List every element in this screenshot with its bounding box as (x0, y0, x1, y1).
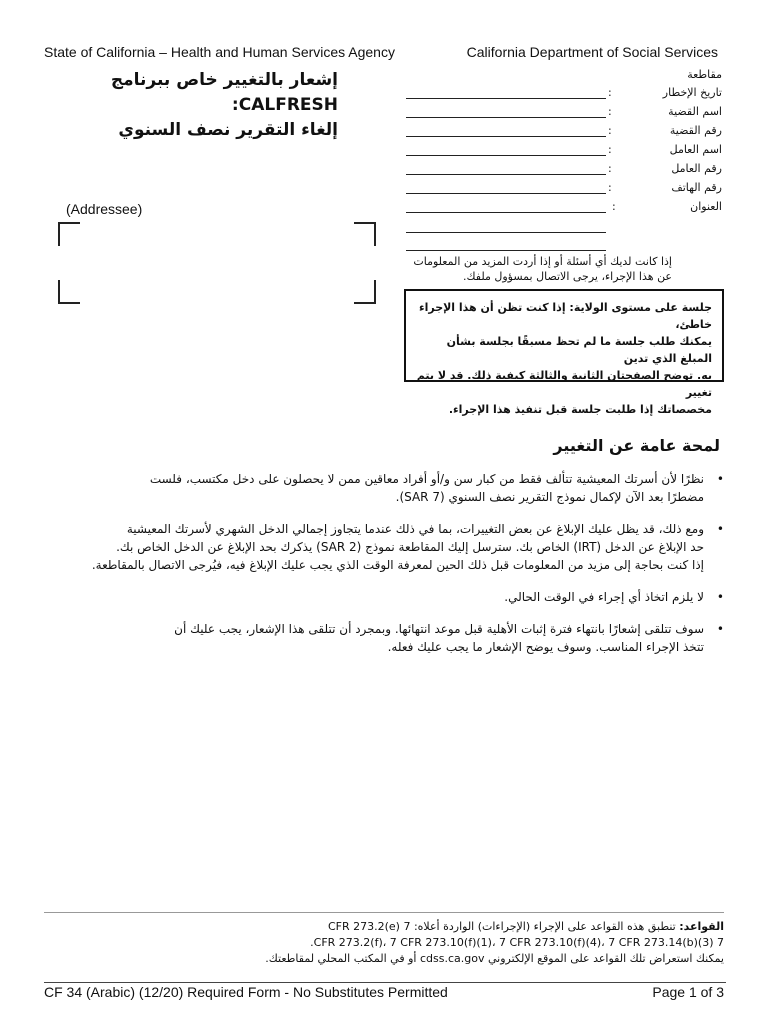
hearing-line1: جلسة على مستوى الولاية: إذا كنت تظن أن هذا الإجراء خاطئ، (418, 301, 712, 331)
window-corner-bottom-left (58, 280, 80, 304)
bullet-line: حد الإبلاغ عن الدخل (IRT) الخاص بك. سترسل إليك المقاطعة نموذج (SAR 2) يذكرك بحد الإبلاغ عن الدخل الخاص بك. (116, 540, 704, 554)
state-hearing-box (404, 289, 724, 416)
field-colon: : (608, 162, 612, 175)
list-item (60, 588, 726, 606)
hearing-line4: مخصصاتك إذا طلبت جلسة قبل تنفيذ هذا الإجراء. (448, 403, 712, 416)
bullet-icon: • (716, 590, 724, 604)
field-notice-date-line[interactable] (406, 98, 606, 99)
field-county-label: مقاطعة (687, 68, 722, 81)
field-colon: : (608, 181, 612, 194)
field-colon: : (608, 105, 612, 118)
footer-divider (44, 982, 726, 983)
rules-section (44, 912, 724, 967)
field-address-label: العنوان (690, 200, 722, 213)
bullet-icon: • (716, 622, 724, 636)
field-worker-number-label: رقم العامل (671, 162, 722, 175)
contact-note-line1: إذا كانت لديك أي أسئلة أو إذا أردت المزيد من المعلومات (413, 255, 672, 268)
rules-line1 (44, 919, 724, 935)
department-header: California Department of Social Services (466, 44, 718, 60)
bullet-line: سوف تتلقى إشعارًا بانتهاء فترة إثبات الأهلية قبل موعد انتهائها. وبمجرد أن تتلقى هذا الإشعار، يجب عليك أن (174, 622, 704, 636)
field-case-name-line[interactable] (406, 117, 606, 118)
list-item (60, 620, 726, 656)
rules-line2: 7 CFR 273.2(f)، 7 CFR 273.10(f)(1)، 7 CFR 273.10(f)(4)، 7 CFR 273.14(b)(3). (310, 936, 724, 949)
rules-label: القواعد: (679, 920, 724, 933)
field-worker-name-line[interactable] (406, 155, 606, 156)
bullet-line: نظرًا لأن أسرتك المعيشية تتألف فقط من كبار سن و/أو أفراد معاقين ممن لا يحصلون على دخل مكتسب، فلست (149, 472, 704, 486)
notice-title-line1: إشعار بالتغيير خاص ببرنامج CALFRESH: (110, 70, 338, 115)
agency-header: State of California – Health and Human Services Agency (44, 44, 395, 60)
bullet-line: إذا كنت بحاجة إلى مزيد من المعلومات قبل ذلك الحين لمعرفة الوقت الذي يجب عليك الإبلاغ فيه، فيُرجى الاتصال بالمقاطعة. (91, 558, 704, 572)
window-corner-top-right (354, 222, 376, 246)
page-number: Page 1 of 3 (652, 984, 724, 1000)
notice-title-line2: إلغاء التقرير نصف السنوي (118, 120, 338, 140)
rules-line3: يمكنك استعراض تلك القواعد على الموقع الإلكتروني cdss.ca.gov أو في المكتب المحلي لمقاطعتك. (265, 952, 724, 965)
contact-note (372, 254, 672, 284)
field-colon: : (608, 124, 612, 137)
bullet-line: مضطرًا بعد الآن لإكمال نموذج التقرير نصف السنوي (SAR 7). (395, 490, 704, 504)
field-case-number-line[interactable] (406, 136, 606, 137)
field-worker-number-line[interactable] (406, 174, 606, 175)
bullet-line: ومع ذلك، قد يظل عليك الإبلاغ عن بعض التغييرات، بما في ذلك عندما يتجاوز إجمالي الدخل الشهري لأسرتك المعيشية (126, 522, 704, 536)
addressee-label: (Addressee) (66, 201, 143, 217)
form-id: CF 34 (Arabic) (12/20) Required Form - No Substitutes Permitted (44, 984, 448, 1000)
field-case-name-label: اسم القضية (668, 105, 722, 118)
bullet-icon: • (716, 522, 724, 536)
bullet-line: تتخذ الإجراء المناسب. وسوف يوضح الإشعار ما يجب عليك فعله. (387, 640, 704, 654)
contact-note-line2: عن هذا الإجراء، يرجى الاتصال بمسؤول ملفك. (463, 270, 672, 283)
window-corner-top-left (58, 222, 80, 246)
hearing-line2: يمكنك طلب جلسة ما لم تحظ مسبقًا بجلسة بشأن المبلغ الذي تدين (446, 335, 712, 365)
rules-text: تنطبق هذه القواعد على الإجراء (الإجراءات) الواردة أعلاه: 7 CFR 273.2(e) (327, 920, 676, 933)
field-case-number-label: رقم القضية (669, 124, 722, 137)
field-notice-date-label: تاريخ الإخطار (662, 86, 722, 99)
bullet-icon: • (716, 472, 724, 486)
field-worker-name-label: اسم العامل (669, 143, 722, 156)
bullet-line: لا يلزم اتخاذ أي إجراء في الوقت الحالي. (504, 590, 704, 604)
section-title: لمحة عامة عن التغيير (553, 436, 720, 455)
list-item (60, 520, 726, 574)
field-phone-label: رقم الهاتف (671, 181, 722, 194)
overview-list (60, 470, 726, 670)
field-colon: : (612, 200, 616, 213)
list-item (60, 470, 726, 506)
notice-title (0, 68, 338, 143)
field-address-line-2[interactable] (406, 232, 606, 233)
field-address-line-1[interactable] (406, 212, 606, 213)
field-colon: : (608, 86, 612, 99)
field-phone-line[interactable] (406, 193, 606, 194)
field-colon: : (608, 143, 612, 156)
hearing-line3: به. توضح الصفحتان الثانية والثالثة كيفية ذلك. قد لا يتم تغيير (416, 369, 712, 399)
field-address-line-3[interactable] (406, 250, 606, 251)
